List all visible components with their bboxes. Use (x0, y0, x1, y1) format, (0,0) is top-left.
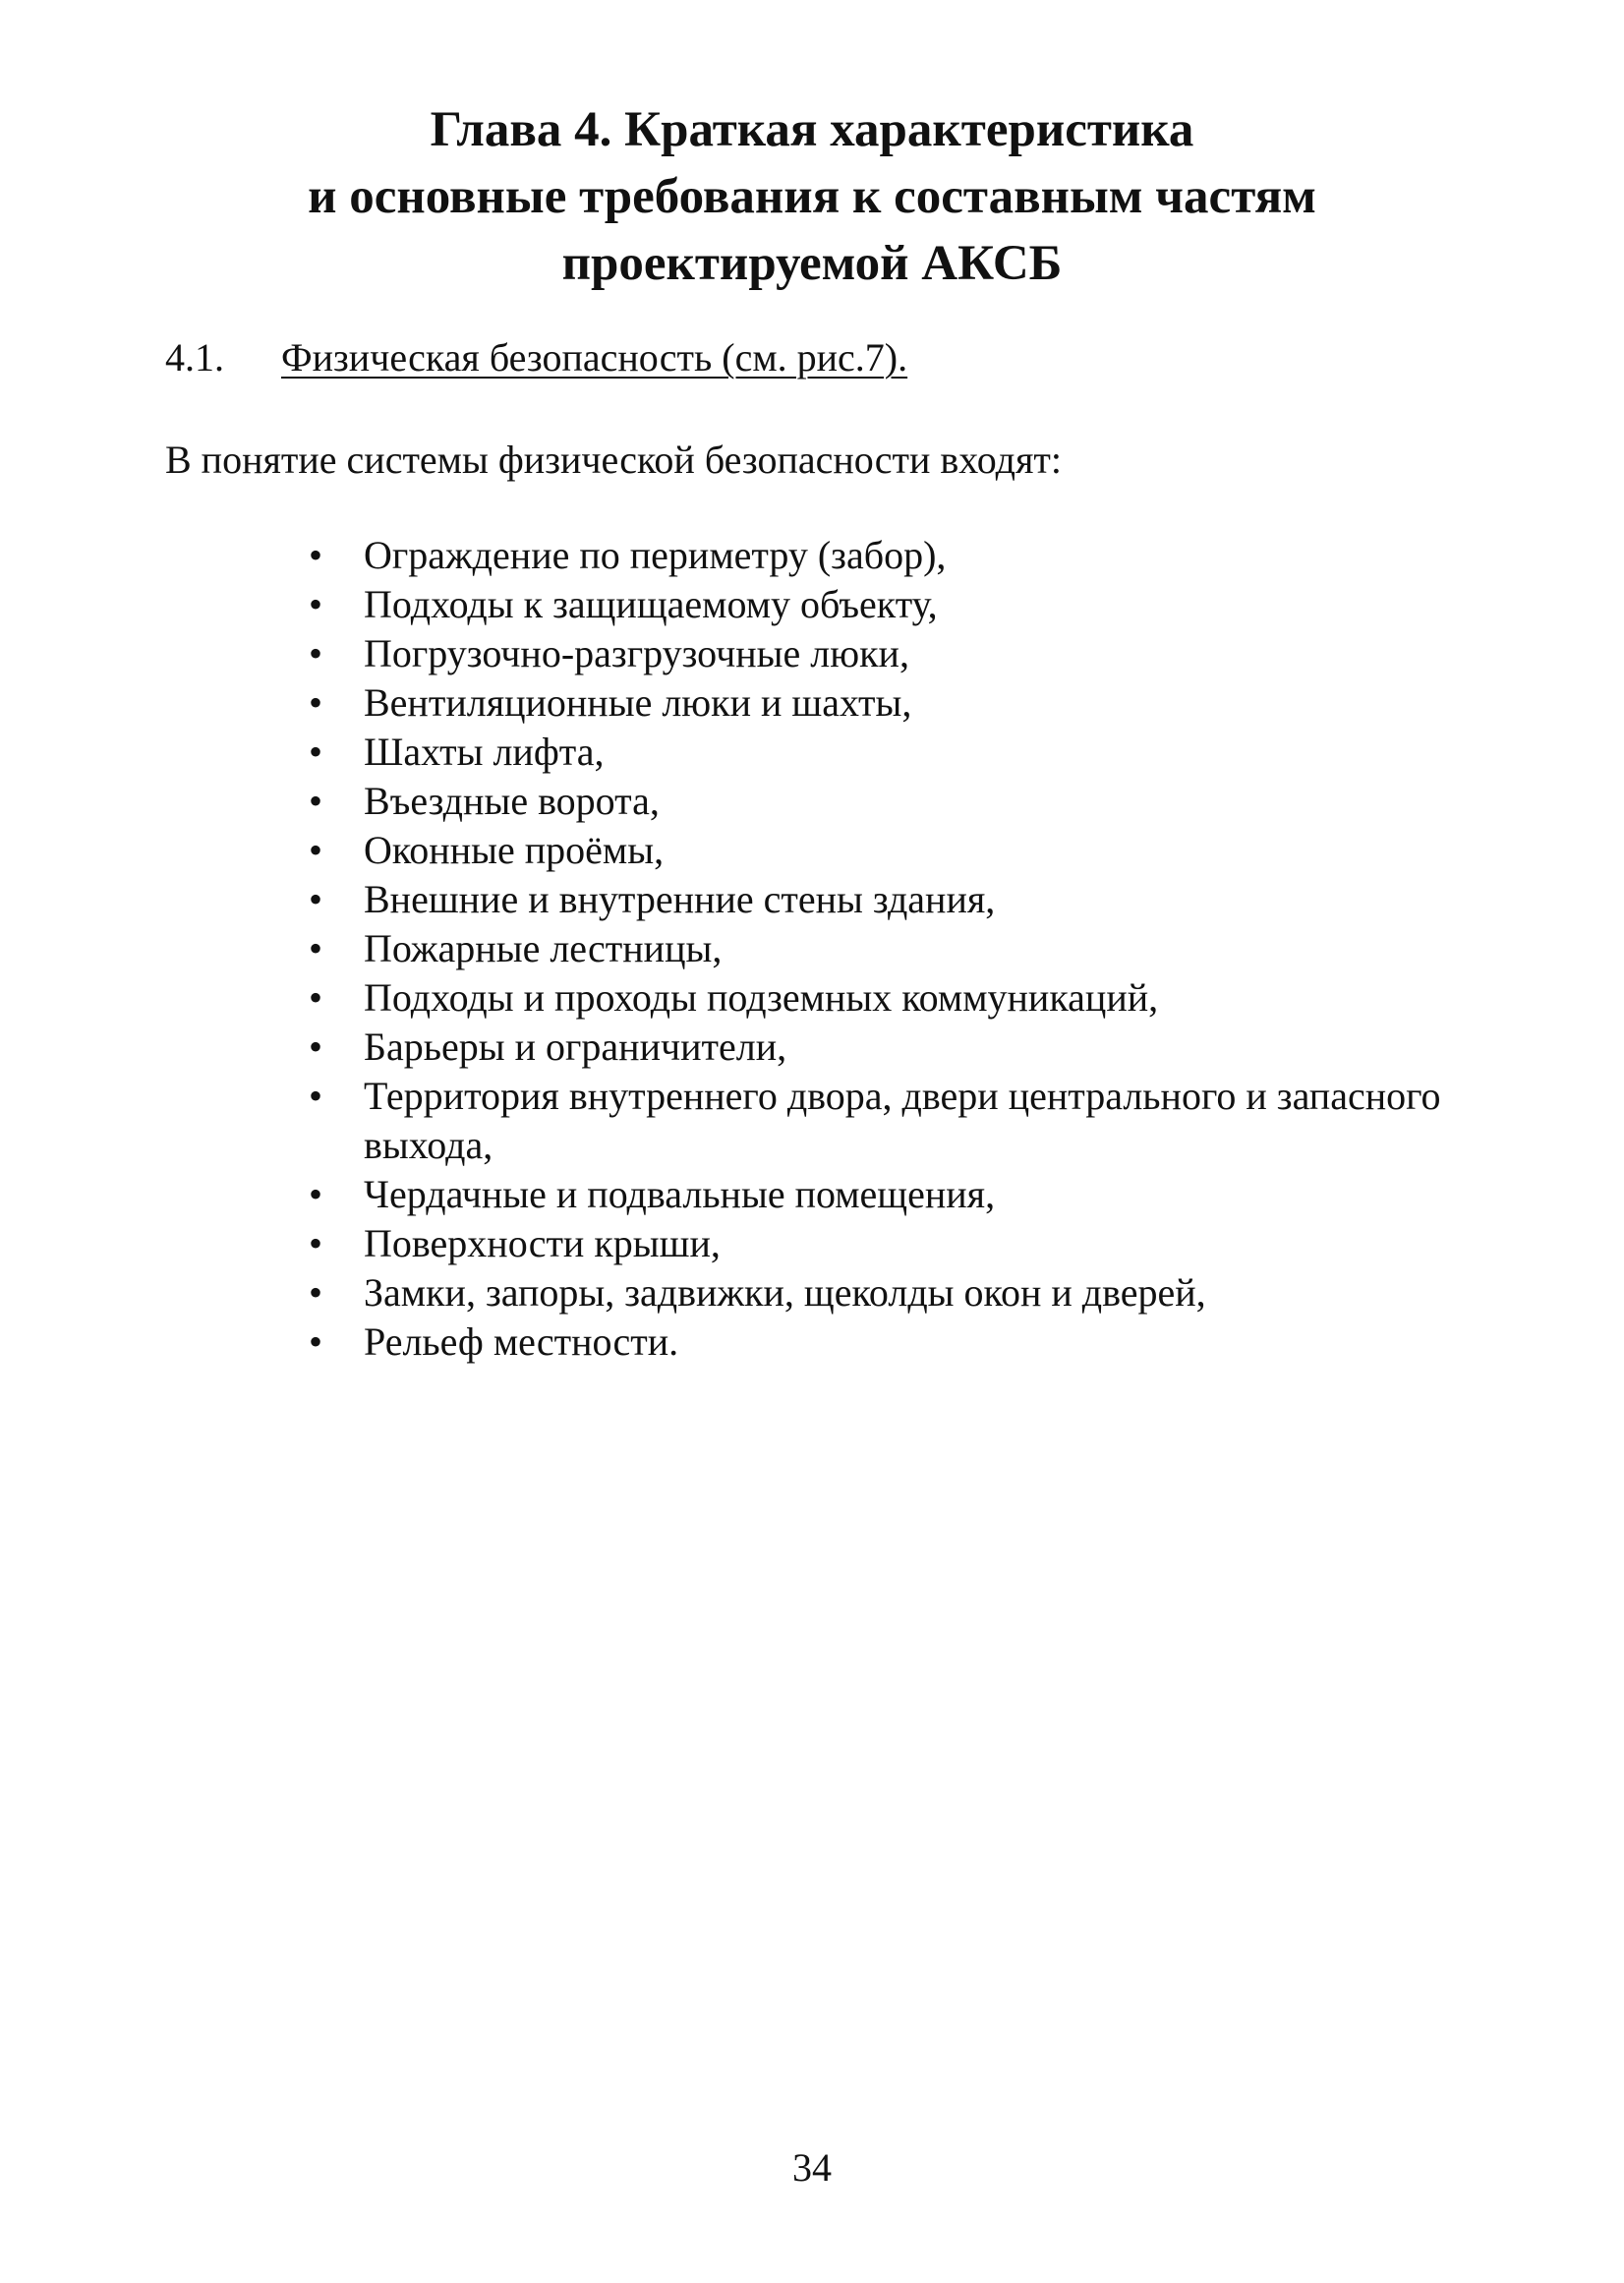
list-item-text: Погрузочно-разгрузочные люки, (364, 631, 909, 675)
list-item (303, 1072, 1522, 1170)
intro-paragraph: В понятие системы физической безопасности входят: (165, 438, 1062, 482)
list-item (303, 1317, 1522, 1367)
list-item (303, 973, 1522, 1023)
list-item (303, 1170, 1522, 1219)
list-item (303, 678, 1522, 728)
list-item-text: Ограждение по периметру (забор), (364, 533, 947, 577)
bullet-marker: • (309, 1074, 323, 1118)
list-item (303, 1268, 1522, 1317)
list-item-text: Внешние и внутренние стены здания, (364, 877, 996, 921)
bullet-marker: • (309, 877, 323, 921)
list-item-text: Барьеры и ограничители, (364, 1024, 787, 1069)
bullet-marker: • (309, 680, 323, 725)
bullet-marker: • (309, 1024, 323, 1069)
list-item (303, 629, 1522, 678)
bullet-marker: • (309, 1172, 323, 1216)
bullet-marker: • (309, 1221, 323, 1265)
section-title: Физическая безопасность (см. рис.7). (281, 335, 908, 380)
list-item-text: Оконные проёмы, (364, 828, 665, 872)
bullet-list (303, 531, 1522, 1367)
section-heading (165, 330, 907, 385)
list-item (303, 1219, 1522, 1268)
list-item (303, 1023, 1522, 1072)
bullet-marker: • (309, 1319, 323, 1364)
bullet-marker: • (309, 631, 323, 675)
section-number: 4.1. (165, 335, 224, 380)
chapter-title (0, 96, 1624, 297)
list-item (303, 924, 1522, 973)
list-item-text: Территория внутреннего двора, двери центрального и запасного выхода, (364, 1074, 1441, 1167)
list-item-text: Чердачные и подвальные помещения, (364, 1172, 996, 1216)
page-number: 34 (792, 2145, 832, 2190)
bullet-marker: • (309, 730, 323, 774)
list-item (303, 826, 1522, 875)
list-item-text: Подходы и проходы подземных коммуникаций, (364, 975, 1159, 1020)
list-item-text: Вентиляционные люки и шахты, (364, 680, 912, 725)
list-item-text: Пожарные лестницы, (364, 926, 723, 970)
list-item-text: Подходы к защищаемому объекту, (364, 582, 938, 626)
chapter-title-line-2: и основные требования к составным частям (308, 169, 1316, 224)
bullet-marker: • (309, 828, 323, 872)
bullet-marker: • (309, 533, 323, 577)
list-item-text: Въездные ворота, (364, 779, 660, 823)
bullet-marker: • (309, 975, 323, 1020)
list-item-text: Замки, запоры, задвижки, щеколды окон и дверей, (364, 1270, 1206, 1315)
list-item (303, 875, 1522, 924)
bullet-marker: • (309, 1270, 323, 1315)
list-item-text: Рельеф местности. (364, 1319, 679, 1364)
list-item (303, 728, 1522, 777)
bullet-marker: • (309, 926, 323, 970)
chapter-title-line-1: Глава 4. Краткая характеристика (430, 102, 1194, 157)
bullet-marker: • (309, 779, 323, 823)
list-item (303, 777, 1522, 826)
list-item (303, 580, 1522, 629)
bullet-marker: • (309, 582, 323, 626)
list-item-text: Шахты лифта, (364, 730, 605, 774)
chapter-title-line-3: проектируемой АКСБ (561, 236, 1063, 291)
list-item (303, 531, 1522, 580)
list-item-text: Поверхности крыши, (364, 1221, 721, 1265)
